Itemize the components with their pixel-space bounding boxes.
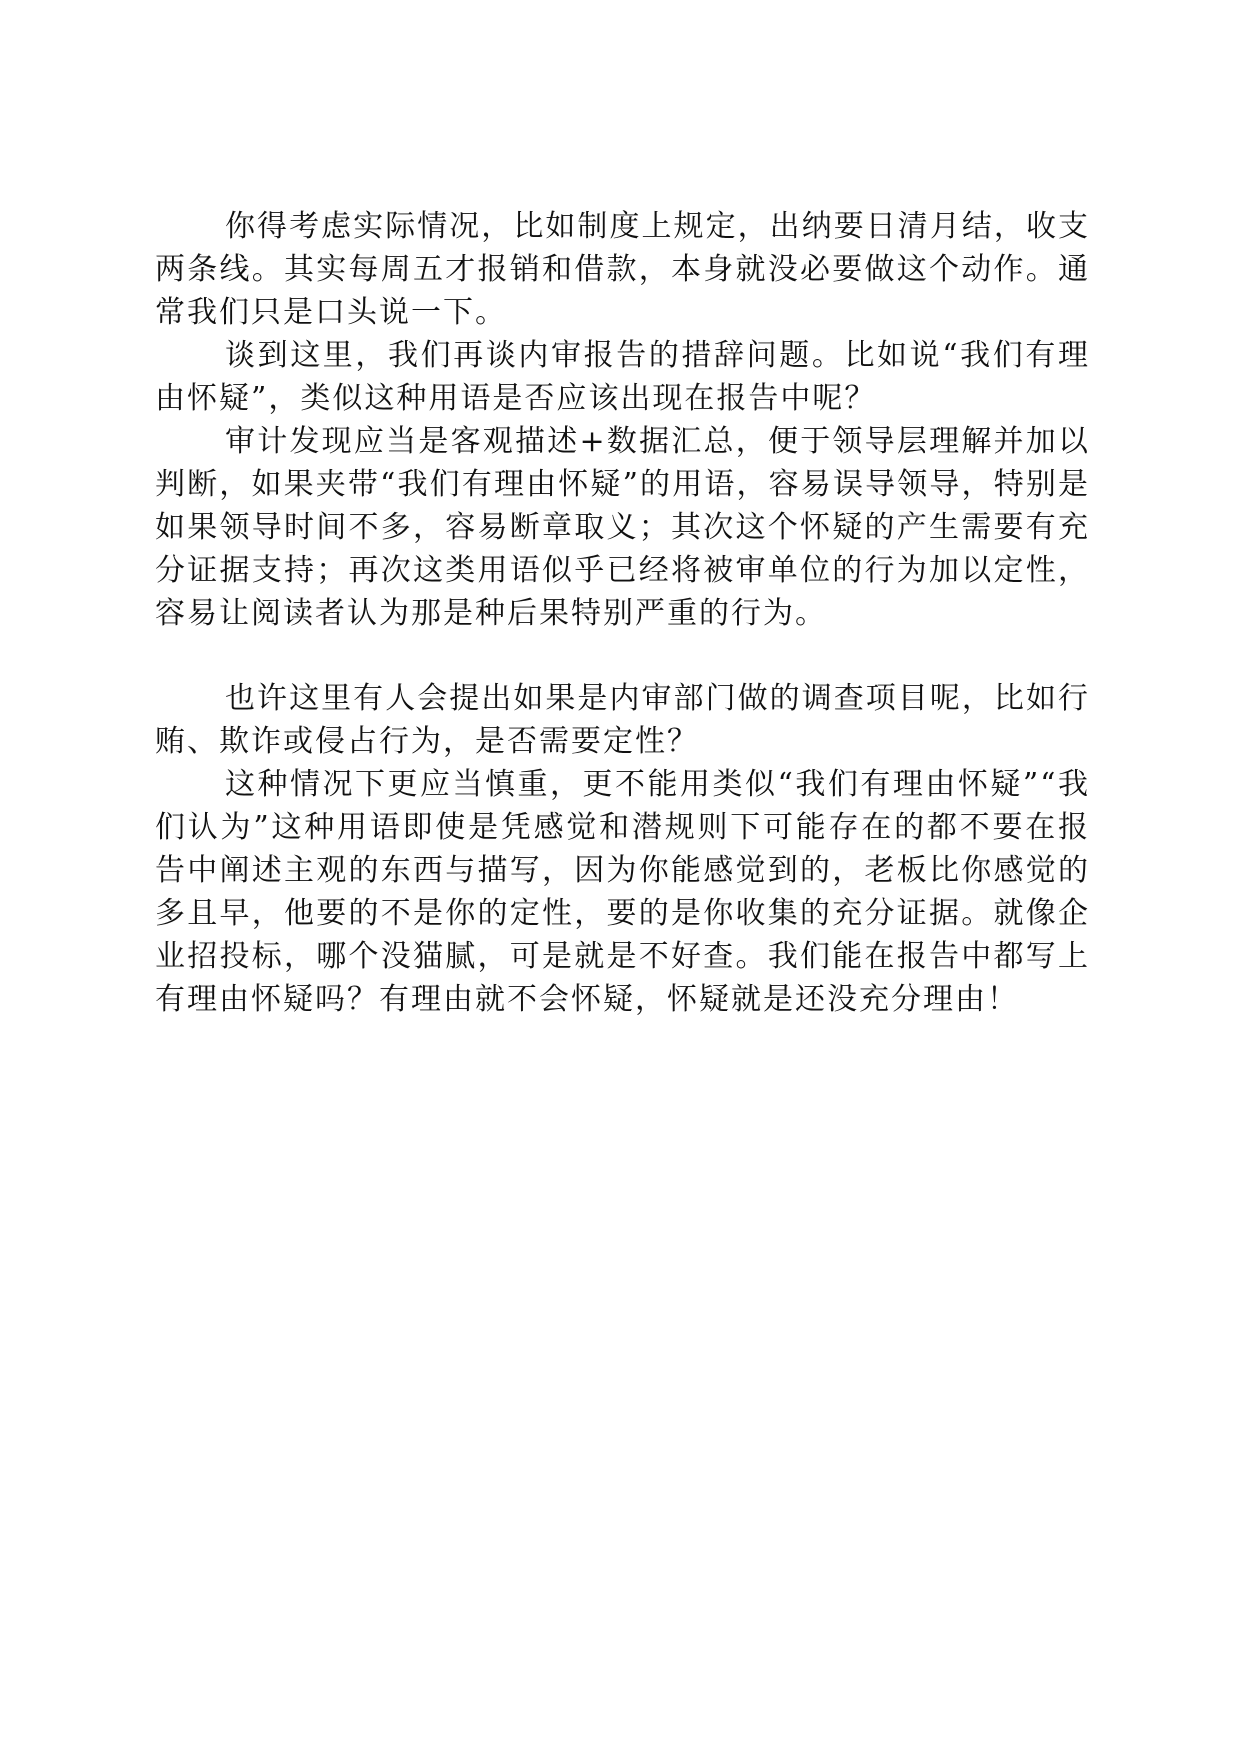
document-body xyxy=(155,205,1090,1021)
paragraph-1: 你得考虑实际情况，比如制度上规定，出纳要日清月结，收支两条线。其实每周五才报销和借款，本身就没必要做这个动作。通常我们只是口头说一下。 xyxy=(155,209,1090,330)
paragraph-2: 谈到这里，我们再谈内审报告的措辞问题。比如说“我们有理由怀疑”，类似这种用语是否应该出现在报告中呢？ xyxy=(155,338,1090,416)
paragraph-4: 也许这里有人会提出如果是内审部门做的调查项目呢，比如行贿、欺诈或侵占行为，是否需要定性？ xyxy=(155,681,1090,759)
paragraph-5: 这种情况下更应当慎重，更不能用类似“我们有理由怀疑”“我们认为”这种用语即使是凭感觉和潜规则下可能存在的都不要在报告中阐述主观的东西与描写，因为你能感觉到的，老板比你感觉的多且早，他要的不是你的定性，要的是你收集的充分证据。就像企业招投标，哪个没猫腻，可是就是不好查。我们能在报告中都写上有理由怀疑吗？有理由就不会怀疑，怀疑就是还没充分理由！ xyxy=(155,767,1090,1017)
paragraph-3: 审计发现应当是客观描述+数据汇总，便于领导层理解并加以判断，如果夹带“我们有理由怀疑”的用语，容易误导领导，特别是如果领导时间不多，容易断章取义；其次这个怀疑的产生需要有充分证据支持；再次这类用语似乎已经将被审单位的行为加以定性，容易让阅读者认为那是种后果特别严重的行为。 xyxy=(155,424,1090,631)
